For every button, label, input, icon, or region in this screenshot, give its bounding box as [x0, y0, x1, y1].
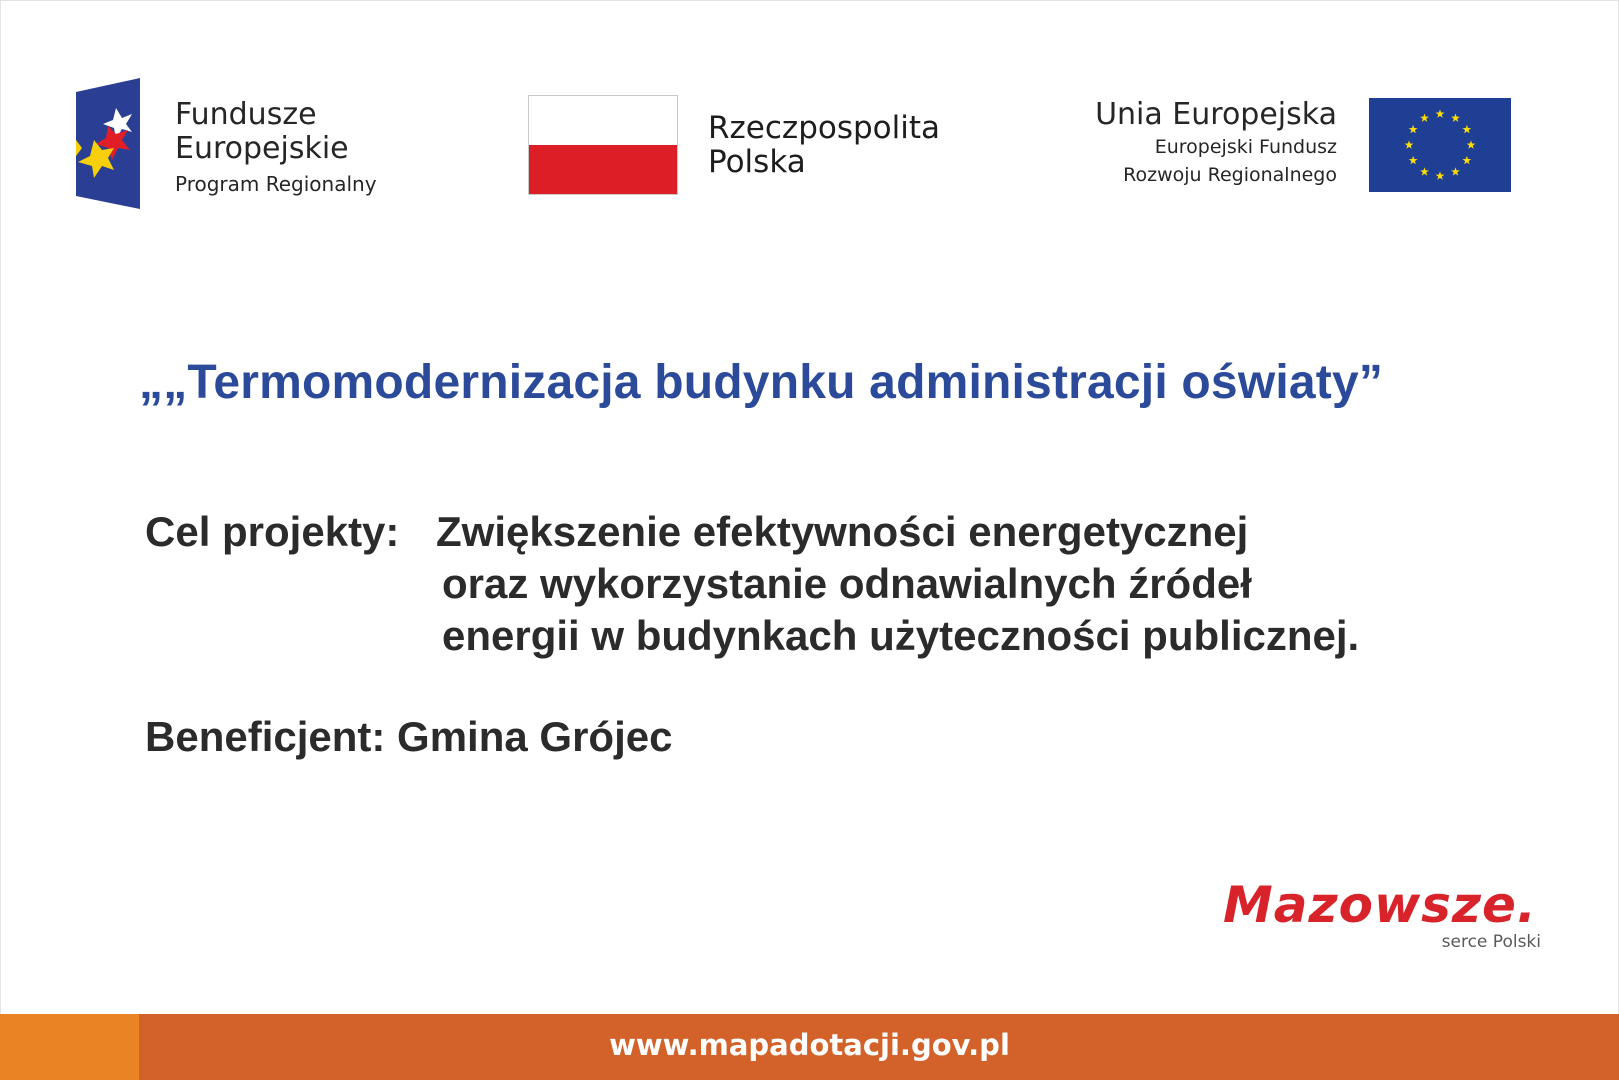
eu-star [1451, 114, 1460, 122]
goal-line-2: oraz wykorzystanie odnawialnych źródeł [442, 560, 1252, 607]
fundusze-title-line2: Europejskie [175, 131, 349, 166]
rp-line2: Polska [708, 144, 806, 180]
beneficiary: Beneficjent: Gmina Grójec [145, 713, 673, 760]
footer-url[interactable]: www.mapadotacji.gov.pl [609, 1028, 1010, 1062]
ue-sub-line1: Europejski Fundusz [1154, 136, 1337, 158]
goal-line-3: energii w budynkach użyteczności publicznej. [442, 612, 1360, 659]
eu-star [1462, 125, 1471, 133]
eu-star [1462, 156, 1471, 164]
rzeczpospolita-polska-logo [528, 95, 968, 195]
mazowsze-wordmark: Mazowsze. [1223, 876, 1537, 934]
unia-europejska-logo [1061, 97, 1511, 197]
fundusze-title-line1: Fundusze [175, 97, 317, 132]
eu-flag-icon [1369, 98, 1511, 192]
eu-star [1436, 109, 1445, 117]
mazowsze-logo [1223, 876, 1553, 956]
eu-star [1467, 140, 1476, 148]
mazowsze-tagline: serce Polski [1441, 932, 1541, 952]
polish-flag-icon [528, 95, 678, 195]
ue-sub-line2: Rozwoju Regionalnego [1123, 164, 1337, 186]
eu-star [1420, 114, 1429, 122]
eu-star [1405, 140, 1414, 148]
eu-star [1436, 171, 1445, 179]
eu-star [1409, 156, 1418, 164]
fundusze-europejskie-logo [76, 78, 416, 213]
european-funds-flag-icon [76, 78, 146, 213]
goal-label: Cel projekty: [145, 508, 400, 555]
goal-line-1: Zwiększenie efektywności energetycznej [436, 508, 1249, 555]
eu-star [1420, 167, 1429, 175]
eu-star [1409, 125, 1418, 133]
fundusze-subtitle: Program Regionalny [175, 172, 377, 196]
rp-line1: Rzeczpospolita [708, 110, 941, 146]
project-title: „„Termomodernizacja budynku administracji oświaty” [139, 356, 1384, 409]
footer-bar [0, 1014, 1619, 1080]
goal-text [436, 506, 1360, 662]
ue-title: Unia Europejska [1095, 97, 1337, 132]
eu-star [1451, 167, 1460, 175]
